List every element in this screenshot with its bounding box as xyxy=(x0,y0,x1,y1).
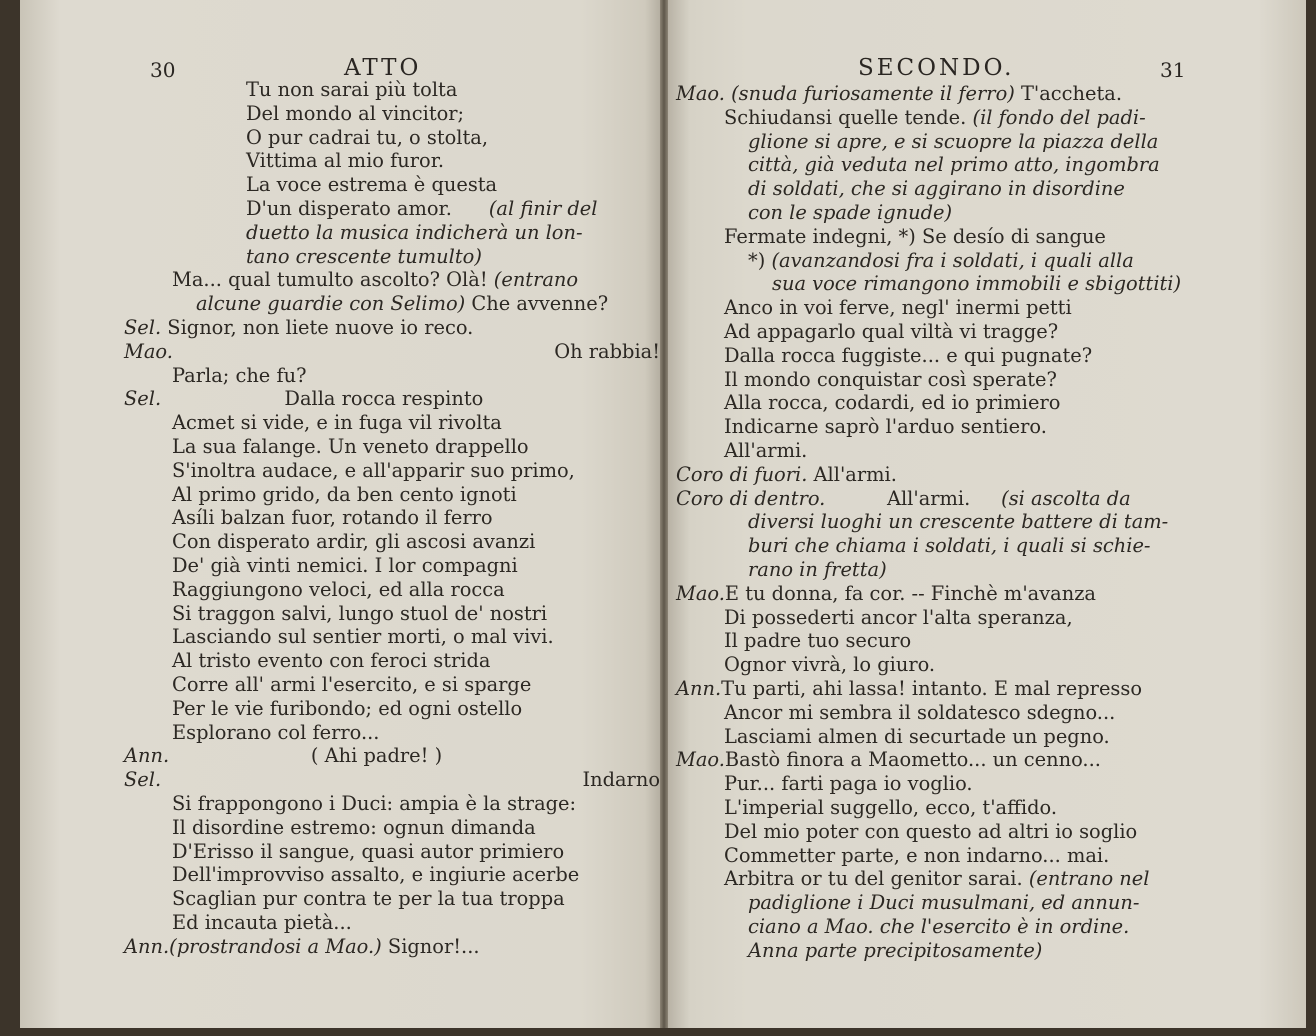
text-line xyxy=(124,911,660,935)
roman-text: Il mondo conquistar così sperate? xyxy=(724,367,1057,391)
text-line xyxy=(676,225,1216,249)
italic-text: (entrano xyxy=(493,268,579,292)
italic-text: (si ascolta da xyxy=(1001,486,1131,510)
book-edge-right xyxy=(1306,0,1316,1036)
text-line xyxy=(124,268,660,292)
italic-text: Mao. (snuda furiosamente il ferro) xyxy=(676,82,1021,105)
roman-text: All'armi. xyxy=(724,438,808,462)
roman-text: *) xyxy=(748,248,772,272)
page-number: 31 xyxy=(1160,58,1186,82)
text-line xyxy=(676,272,1216,296)
roman-text: Ed incauta pietà... xyxy=(172,910,352,934)
italic-text: Ann. xyxy=(676,676,722,700)
roman-text: Ad appagarlo qual viltà vi tragge? xyxy=(724,319,1059,343)
roman-text: Lasciando sul sentier morti, o mal vivi. xyxy=(172,625,554,649)
text-line xyxy=(124,673,660,697)
italic-text: sua voce rimangono immobili e sbigottiti) xyxy=(772,272,1182,296)
text-line xyxy=(124,364,660,388)
text-line xyxy=(124,245,660,269)
roman-text: Pur... farti paga io voglio. xyxy=(724,772,973,796)
italic-text: Ann. xyxy=(124,744,170,768)
text-line xyxy=(676,701,1216,725)
italic-text: Mao. xyxy=(124,339,173,363)
text-line xyxy=(124,602,660,626)
right-aligned-text: Indarno xyxy=(582,768,660,792)
roman-text: La sua falange. Un veneto drappello xyxy=(172,434,529,458)
roman-text: All'armi. xyxy=(825,486,1002,510)
right-page xyxy=(668,0,1306,1036)
text-line xyxy=(124,197,660,221)
text-line xyxy=(124,221,660,245)
roman-text: Raggiungono veloci, ed alla rocca xyxy=(172,577,505,601)
text-line xyxy=(124,411,660,435)
italic-text: ciano a Mao. che l'esercito è in ordine. xyxy=(748,914,1130,938)
roman-text: Vittima al mio furor. xyxy=(246,149,445,173)
text-line xyxy=(676,748,1216,772)
text-line xyxy=(676,534,1216,558)
italic-text: (entrano nel xyxy=(1028,867,1150,891)
left-page xyxy=(20,0,660,1036)
roman-text: Dell'improvviso assalto, e ingiurie acerbe xyxy=(172,863,580,887)
roman-text: Corre all' armi l'esercito, e si sparge xyxy=(172,672,532,696)
roman-text: Acmet si vide, e in fuga vil rivolta xyxy=(172,411,502,435)
text-line xyxy=(124,744,660,768)
roman-text: Indicarne saprò l'arduo sentiero. xyxy=(724,415,1047,439)
roman-text: Anco in voi ferve, negl' inermi petti xyxy=(724,296,1072,320)
text-line xyxy=(676,463,1216,487)
roman-text: E tu donna, fa cor. -- Finchè m'avanza xyxy=(724,581,1096,605)
text-line xyxy=(124,435,660,459)
text-line xyxy=(676,510,1216,534)
text-line xyxy=(124,126,660,150)
text-line xyxy=(676,558,1216,582)
text-line xyxy=(124,292,660,316)
text-line xyxy=(124,173,660,197)
text-line xyxy=(124,78,660,102)
italic-text: alcune guardie con Selimo) xyxy=(196,292,472,316)
page-text xyxy=(676,82,1216,962)
italic-text: glione si apre, e si scuopre la piazza della xyxy=(748,129,1159,153)
roman-text: Signor!... xyxy=(387,934,480,958)
roman-text: Esplorano col ferro... xyxy=(172,720,380,744)
italic-text: Coro di fuori. xyxy=(676,462,814,486)
roman-text: Per le vie furibondo; ed ogni ostello xyxy=(172,696,523,720)
text-line xyxy=(676,653,1216,677)
text-line xyxy=(124,149,660,173)
roman-text: Il padre tuo securo xyxy=(724,629,912,653)
italic-text: Sel. xyxy=(124,768,162,792)
roman-text: De' già vinti nemici. I lor compagni xyxy=(172,553,518,577)
text-line xyxy=(676,201,1216,225)
roman-text: All'armi. xyxy=(813,462,897,486)
roman-text: Fermate indegni, *) Se desío di sangue xyxy=(724,224,1106,248)
roman-text: Scaglian pur contra te per la tua troppa xyxy=(172,887,565,911)
right-aligned-text: Oh rabbia! xyxy=(554,339,660,363)
text-line xyxy=(124,506,660,530)
text-line xyxy=(676,439,1216,463)
text-line xyxy=(676,629,1216,653)
italic-text: città, già veduta nel primo atto, ingombra xyxy=(748,153,1160,177)
italic-text: (avanzandosi fra i soldati, i quali alla xyxy=(771,248,1134,272)
book-gutter xyxy=(660,0,668,1036)
italic-text: tano crescente tumulto) xyxy=(246,244,482,268)
text-line xyxy=(676,487,1216,511)
roman-text: D'un disperato amor. xyxy=(246,196,489,220)
roman-text: Con disperato ardir, gli ascosi avanzi xyxy=(172,530,536,554)
roman-text: Si traggon salvi, lungo stuol de' nostri xyxy=(172,601,548,625)
roman-text: Ognor vivrà, lo giuro. xyxy=(724,653,936,677)
text-line xyxy=(676,677,1216,701)
italic-text: (al finir del xyxy=(488,196,598,220)
roman-text: O pur cadrai tu, o stolta, xyxy=(246,125,489,149)
text-line xyxy=(676,772,1216,796)
text-line xyxy=(124,483,660,507)
text-line xyxy=(124,887,660,911)
text-line xyxy=(676,582,1216,606)
roman-text: Del mondo al vincitor; xyxy=(246,101,465,125)
text-line xyxy=(124,768,660,792)
roman-text: D'Erisso il sangue, quasi autor primiero xyxy=(172,839,565,863)
text-line xyxy=(124,840,660,864)
roman-text: ( Ahi padre! ) xyxy=(169,744,443,768)
roman-text: Arbitra or tu del genitor sarai. xyxy=(724,867,1029,891)
italic-text: Sel. xyxy=(124,387,162,411)
roman-text: Asíli balzan fuor, rotando il ferro xyxy=(172,506,493,530)
text-line xyxy=(124,340,660,364)
roman-text: Ancor mi sembra il soldatesco sdegno... xyxy=(724,700,1116,724)
text-line xyxy=(676,296,1216,320)
text-line xyxy=(676,344,1216,368)
roman-text: S'inoltra audace, e all'apparir suo primo, xyxy=(172,458,575,482)
text-line xyxy=(124,387,660,411)
italic-text: rano in fretta) xyxy=(748,557,887,581)
roman-text: L'imperial suggello, ecco, t'affido. xyxy=(724,795,1057,819)
text-line xyxy=(676,891,1216,915)
book-edge-left xyxy=(0,0,20,1036)
text-line xyxy=(124,863,660,887)
text-line xyxy=(124,816,660,840)
roman-text: Signor, non liete nuove io reco. xyxy=(167,315,474,339)
text-line xyxy=(124,935,660,959)
text-line xyxy=(676,725,1216,749)
roman-text: Dalla rocca respinto xyxy=(161,387,484,411)
roman-text: Schiudansi quelle tende. xyxy=(724,105,973,129)
roman-text: Bastò finora a Maometto... un cenno... xyxy=(724,748,1101,772)
italic-text: Sel. xyxy=(124,315,168,339)
italic-text: duetto la musica indicherà un lon- xyxy=(246,220,583,244)
text-line xyxy=(124,792,660,816)
italic-text: Mao. xyxy=(676,748,725,772)
roman-text: Commetter parte, e non indarno... mai. xyxy=(724,843,1110,867)
roman-text: T'accheta. xyxy=(1020,82,1123,105)
text-line xyxy=(124,649,660,673)
italic-text: Coro di dentro. xyxy=(676,486,826,510)
text-line xyxy=(124,530,660,554)
text-line xyxy=(676,368,1216,392)
text-line xyxy=(676,915,1216,939)
text-line xyxy=(676,106,1216,130)
book-edge-bottom xyxy=(0,1028,1316,1036)
italic-text: di soldati, che si aggirano in disordine xyxy=(748,177,1125,201)
text-line xyxy=(676,939,1216,963)
text-line xyxy=(676,130,1216,154)
text-line xyxy=(124,721,660,745)
roman-text: Al primo grido, da ben cento ignoti xyxy=(172,482,517,506)
text-line xyxy=(676,867,1216,891)
page-text xyxy=(124,78,660,958)
roman-text: Alla rocca, codardi, ed io primiero xyxy=(724,391,1061,415)
text-line xyxy=(124,459,660,483)
text-line xyxy=(124,578,660,602)
page-number: 30 xyxy=(150,58,176,82)
roman-text: Che avvenne? xyxy=(471,292,609,316)
text-line xyxy=(676,320,1216,344)
italic-text: Mao. xyxy=(676,581,725,605)
running-header: SECONDO. xyxy=(858,55,1015,81)
text-line xyxy=(124,625,660,649)
roman-text: La voce estrema è questa xyxy=(246,173,498,197)
italic-text: con le spade ignude) xyxy=(748,200,953,224)
roman-text: Il disordine estremo: ognun dimanda xyxy=(172,815,536,839)
roman-text: Del mio poter con questo ad altri io soglio xyxy=(724,819,1138,843)
text-line xyxy=(676,153,1216,177)
roman-text: Al tristo evento con feroci strida xyxy=(172,649,491,673)
text-line xyxy=(676,796,1216,820)
italic-text: padiglione i Duci musulmani, ed annun- xyxy=(748,891,1140,915)
roman-text: Ma... qual tumulto ascolto? Olà! xyxy=(172,268,494,292)
italic-text: (il fondo del padi- xyxy=(972,105,1146,129)
italic-text: Ann.(prostrandosi a Mao.) xyxy=(124,934,388,958)
roman-text: Di possederti ancor l'alta speranza, xyxy=(724,605,1073,629)
text-line xyxy=(676,391,1216,415)
italic-text: buri che chiama i soldati, i quali si schie- xyxy=(748,534,1151,558)
text-line xyxy=(676,177,1216,201)
italic-text: Anna parte precipitosamente) xyxy=(748,938,1043,962)
running-header: ATTO xyxy=(344,55,422,81)
text-line xyxy=(676,606,1216,630)
roman-text: Parla; che fu? xyxy=(172,363,307,387)
text-line xyxy=(124,554,660,578)
text-line xyxy=(676,415,1216,439)
italic-text: diversi luoghi un crescente battere di tam- xyxy=(748,510,1169,534)
text-line xyxy=(124,697,660,721)
text-line xyxy=(676,820,1216,844)
roman-text: Dalla rocca fuggiste... e qui pugnate? xyxy=(724,343,1093,367)
text-line xyxy=(676,82,1216,106)
text-line xyxy=(676,249,1216,273)
text-line xyxy=(124,316,660,340)
roman-text: Tu parti, ahi lassa! intanto. E mal represso xyxy=(721,676,1142,700)
roman-text: Tu non sarai più tolta xyxy=(246,78,458,101)
text-line xyxy=(676,844,1216,868)
text-line xyxy=(124,102,660,126)
roman-text: Si frappongono i Duci: ampia è la strage: xyxy=(172,791,577,815)
roman-text: Lasciami almen di securtade un pegno. xyxy=(724,724,1110,748)
